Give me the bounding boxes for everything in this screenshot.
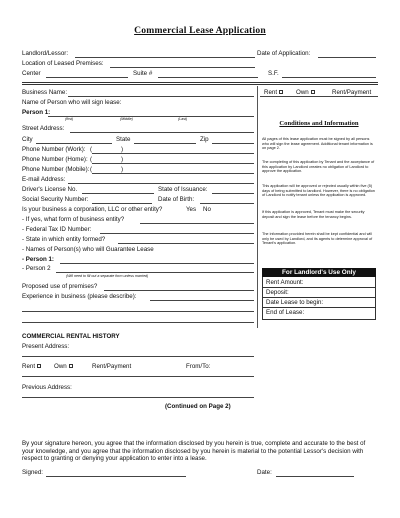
- ssn-field[interactable]: [92, 203, 152, 204]
- street-label: Street Address:: [22, 125, 65, 132]
- state-formed-label: - State in which entity formed?: [22, 236, 106, 243]
- date-of-application-label: Date of Application:: [257, 50, 311, 57]
- person1-label: Person 1:: [22, 109, 51, 116]
- sf-label: S.F.: [268, 70, 279, 77]
- phone-mobile-field[interactable]: [92, 173, 254, 174]
- state-field[interactable]: [134, 143, 196, 144]
- paren-close: ): [121, 146, 124, 153]
- divider: [262, 297, 376, 298]
- drivers-field[interactable]: [82, 193, 154, 194]
- present-address-label: Present Address:: [22, 343, 70, 350]
- tax-id-field[interactable]: [100, 233, 254, 234]
- proposed-use-label: Proposed use of premises?: [22, 283, 98, 290]
- paren-close: ): [121, 156, 124, 163]
- email-field[interactable]: [68, 183, 254, 184]
- state-label: State: [116, 136, 131, 143]
- experience-field-2[interactable]: [22, 311, 254, 312]
- sf-field[interactable]: [282, 77, 376, 78]
- street-field[interactable]: [70, 132, 254, 133]
- rent-payment-field[interactable]: [260, 96, 378, 97]
- date-label: Date:: [257, 469, 272, 476]
- state-issuance-field[interactable]: [212, 193, 254, 194]
- divider: [22, 84, 378, 85]
- condition-4: If this application is approved, Tenant must make the security deposit and sign the lease before the tenancy begins.: [262, 210, 365, 219]
- zip-label: Zip: [200, 136, 209, 143]
- separate-note: (Will need to fill out a separate form unless married): [66, 274, 149, 278]
- center-field[interactable]: [46, 77, 128, 78]
- if-yes-label: - If yes, what form of business entity?: [22, 216, 125, 223]
- condition-5: The information provided herein shall be kept confidential and will only be used by Landlord, and its agents to determine approval of Tenant's application.: [262, 232, 373, 246]
- history-line[interactable]: [22, 376, 254, 377]
- guarantor2-label: - Person 2: [22, 265, 51, 272]
- phone-work-label: Phone Number (Work):: [22, 146, 86, 153]
- tax-id-label: - Federal Tax ID Number:: [22, 226, 92, 233]
- name-sign-label: Name of Person who will sign lease:: [22, 99, 122, 106]
- rent-checkbox[interactable]: [279, 90, 283, 94]
- landlord-use-header: For Landlord's Use Only: [262, 268, 376, 277]
- history-title: COMMERCIAL RENTAL HISTORY: [22, 333, 120, 340]
- deposit-label: Deposit:: [266, 289, 289, 296]
- guarantor1-field[interactable]: [60, 263, 254, 264]
- date-begin-label: Date Lease to begin:: [266, 299, 324, 306]
- rent-option[interactable]: Rent: [264, 90, 283, 96]
- suite-label: Suite #: [133, 70, 153, 77]
- divider: [262, 287, 376, 288]
- present-address-field[interactable]: [22, 356, 254, 357]
- conditions-title: Conditions and Information: [279, 120, 359, 127]
- center-label: Center: [22, 70, 41, 77]
- middle-hint: (Middle): [120, 117, 133, 121]
- rent-payment-label: Rent/Payment: [332, 89, 372, 96]
- paren-close: ): [121, 166, 124, 173]
- entity-form-field[interactable]: [140, 223, 254, 224]
- history-rent-option[interactable]: Rent: [22, 364, 41, 370]
- rent-amount-label: Rent Amount:: [266, 279, 304, 286]
- person1-field[interactable]: [48, 116, 254, 117]
- experience-field-3[interactable]: [22, 322, 254, 323]
- dob-field[interactable]: [200, 203, 254, 204]
- city-label: City: [22, 136, 33, 143]
- business-name-field[interactable]: [68, 96, 254, 97]
- location-label: Location of Leased Premises:: [22, 60, 104, 67]
- experience-label: Experience in business (please describe):: [22, 293, 137, 300]
- previous-address-label: Previous Address:: [22, 384, 72, 391]
- phone-home-field[interactable]: [92, 163, 254, 164]
- dob-label: Date of Birth:: [158, 196, 195, 203]
- no-option[interactable]: No: [203, 206, 211, 213]
- first-hint: (first): [65, 117, 74, 121]
- history-own-checkbox[interactable]: [69, 364, 73, 368]
- city-field[interactable]: [36, 143, 112, 144]
- own-checkbox[interactable]: [311, 90, 315, 94]
- proposed-use-field[interactable]: [104, 290, 254, 291]
- divider: [22, 82, 378, 83]
- divider: [262, 307, 376, 308]
- continued-note: (Continued on Page 2): [165, 403, 231, 410]
- date-field[interactable]: [276, 476, 354, 477]
- yes-option[interactable]: Yes: [186, 206, 197, 213]
- landlord-field[interactable]: [75, 57, 255, 58]
- condition-3: This application will be approved or rejected usually within five (5) days of being submitted to landlord. However, there is no obligation of Landlord to notify tenant unless the application is approved.: [262, 184, 375, 198]
- suite-field[interactable]: [158, 77, 258, 78]
- guarantor2-field[interactable]: [56, 272, 254, 273]
- previous-address-field[interactable]: [22, 397, 254, 398]
- last-hint: (Last): [178, 117, 188, 121]
- paren-open: (: [90, 166, 93, 173]
- own-option[interactable]: Own: [296, 90, 315, 96]
- history-own-option[interactable]: Own: [54, 364, 73, 370]
- landlord-label: Landlord/Lessor:: [22, 50, 69, 57]
- corp-question: Is your business a corporation, LLC or other entity?: [22, 206, 163, 213]
- paren-open: (: [90, 156, 93, 163]
- signature-statement: By your signature hereon, you agree that the information disclosed by you herein is true, complete and accurate to the best of your knowledge, and you agree that the information disclosed by you herein is material to the potential Lessor's decision with respect to granting or denying your application to enter into a lease.: [22, 440, 366, 463]
- state-issuance-label: State of Issuance:: [158, 186, 208, 193]
- state-formed-field[interactable]: [118, 243, 254, 244]
- phone-home-label: Phone Number (Home):: [22, 156, 88, 163]
- ssn-label: Social Security Number:: [22, 196, 89, 203]
- signed-label: Signed:: [22, 469, 43, 476]
- email-label: E-mail Address:: [22, 176, 66, 183]
- column-divider: [257, 86, 258, 328]
- business-name-label: Business Name:: [22, 89, 68, 96]
- signature-field[interactable]: [46, 476, 186, 477]
- date-of-application-field[interactable]: [318, 57, 376, 58]
- location-field[interactable]: [110, 67, 255, 68]
- zip-field[interactable]: [212, 143, 254, 144]
- history-rent-payment-label: Rent/Payment: [92, 363, 132, 370]
- end-lease-label: End of Lease:: [266, 309, 305, 316]
- experience-field[interactable]: [150, 300, 254, 301]
- paren-open: (: [90, 146, 93, 153]
- phone-mobile-label: Phone Number (Mobile):: [22, 166, 90, 173]
- condition-1: All pages of this lease application must be signed by all persons who will sign the lease agreement. Additional tenant information is on page 2.: [262, 137, 373, 151]
- from-to-label: From/To:: [186, 363, 211, 370]
- page-title: Commercial Lease Application: [134, 25, 266, 36]
- phone-work-field[interactable]: [92, 153, 254, 154]
- condition-2: The completing of this application by Tenant and the acceptance of this application by Landlord creates no obligation of Landlord to approve the application.: [262, 160, 375, 174]
- drivers-label: Driver's License No.: [22, 186, 78, 193]
- guarantee-label: - Names of Person(s) who will Guarantee Lease: [22, 246, 154, 253]
- history-rent-checkbox[interactable]: [37, 364, 41, 368]
- guarantor1-label: - Person 1:: [22, 256, 54, 263]
